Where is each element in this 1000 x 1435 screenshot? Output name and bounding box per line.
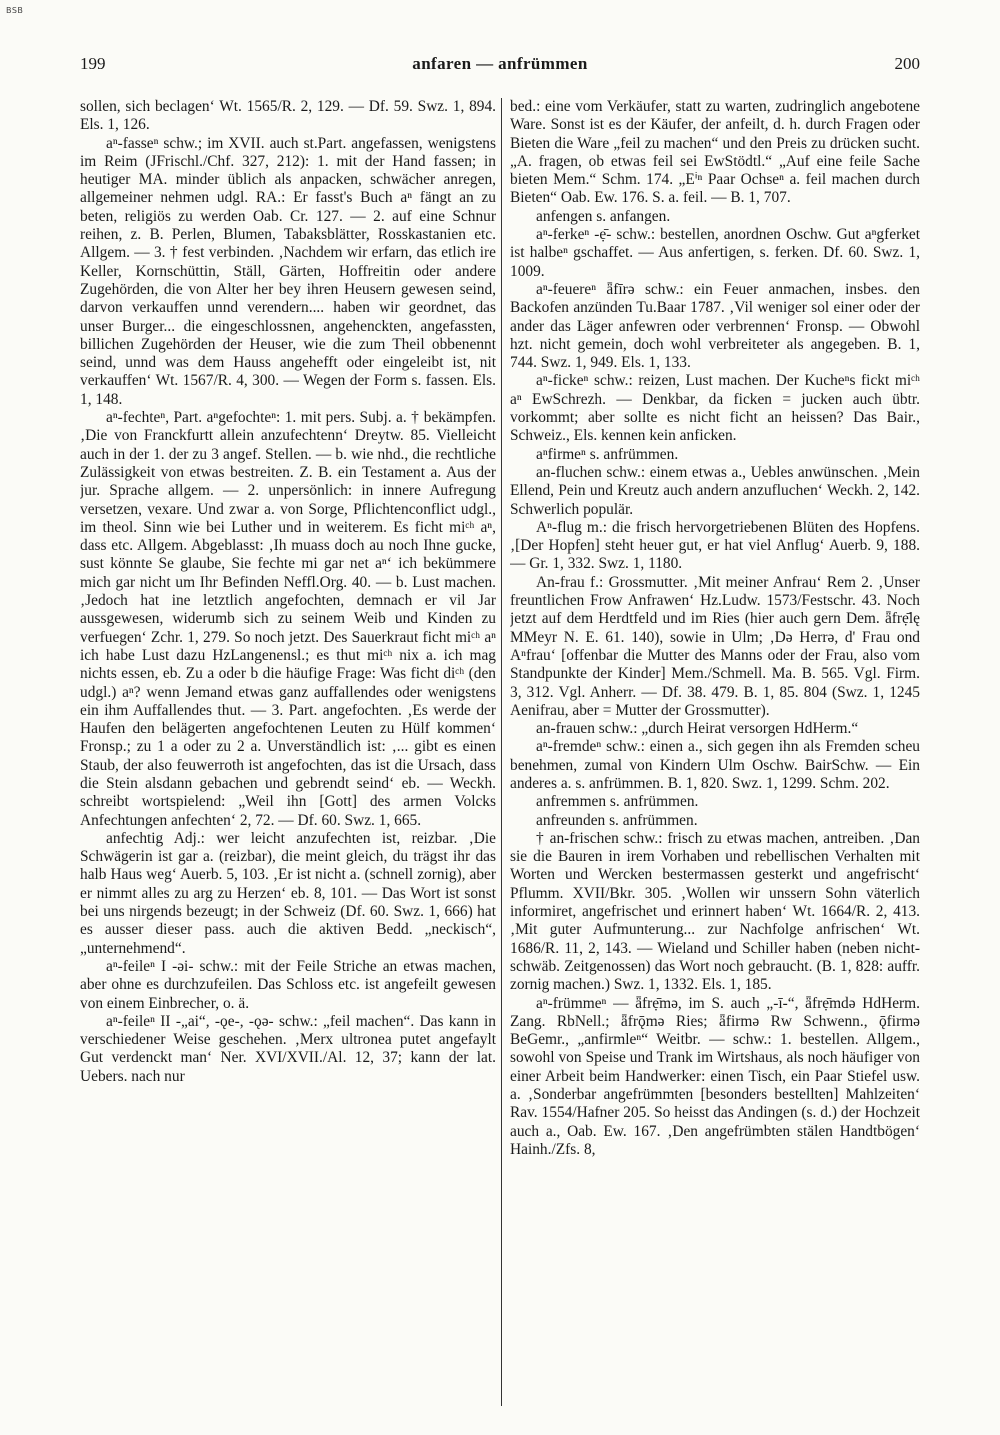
- entry-anfechtig: anfechtig Adj.: wer leicht anzufechten ist, reizbar. ‚Die Schwägerin ist gar a. (reizbar), die meint gleich, du trägst ihr das halb Haus weg‘ Auerb. 5, 103. ‚Er ist nicht a. (schnell zornig), aber er nimmt alles zu arg zu Herzen‘ eb. 8, 101. — Das Wort ist sonst bei uns nirgends bezeugt; in der Schweiz (Df. 60. Swz. 1, 666) hat es ausser dieser pass. auch die aktiven Bedd. „neckisch“, „unternehmend“.: [80, 829, 496, 957]
- entry-anflug: Aⁿ-flug m.: die frisch hervorgetriebenen Blüten des Hopfens. ‚[Der Hopfen] steht heuer gut, er hat viel Anflug‘ Auerb. 9, 188. — Gr. 1, 332. Swz. 1, 1180.: [510, 518, 920, 573]
- entry-anfruemmen: aⁿ-frümmeⁿ — ǟfrẹ̄mə, im S. auch „-ī-“, ǟfrẹ̄mdə HdHerm. Zang. RbNell.; ǟfrǭmə Ries; ǟfirmə Rw Schwenn., ǭfirmə BeGemr., „anfirmleⁿ“ Weitbr. — schw.: 1. bestellen. Allgem., sowohl von Speise und Trank im Wirtshaus, als noch häufiger von einer Arbeit beim Handwerker: einen Tisch, ein Paar Stiefel usw. a. ‚Sonderbar angefrümmten [besonders bestellten] Mahlzeiten‘ Rav. 1554/Hafner 205. So heisst das Andingen (s. d.) der Hochzeit auch a., Oab. Ew. 167. ‚Den angefrümbten stälen Handtbögen‘ Hainh./Zfs. 8,: [510, 994, 920, 1158]
- library-stamp: BSB: [6, 6, 24, 15]
- entry-anfechten: aⁿ-fechteⁿ, Part. aⁿgefochteⁿ: 1. mit pers. Subj. a. † bekämpfen. ‚Die von Franckfurtt allein anzufechtenn‘ Dreytw. 85. Vielleicht auch in der 1. der zu 3 angef. Stellen. — b. wie nhd., die rechtliche Zulässigkeit von etwas bestreiten. Z. B. ein Testament a. Aus der jur. Sprache allgem. — 2. unpersönlich: in innere Aufregung versetzen, vexare. Und zwar a. von Sorge, Pflichtenconflict udgl., im theol. Sinn wie bei Luther und in weiterem. Es ficht miᶜʰ aⁿ, dass etc. Allgem. Abgeblasst: ‚Ih muass doch au noch Ihne gucke, sust könnte Se glaube, Sie fechte mi gar net aⁿ‘ ich bekümmere mich gar nicht um Ihr Befinden Neffl.Org. 40. — b. Lust machen. ‚Jedoch hat ine letztlich angefochten, demnach er vil Jar aussgewesen, widerumb sich zu seinem Weib und Kinden zu verfuegen‘ Zchr. 1, 279. So noch jetzt. Des Sauerkraut ficht miᶜʰ aⁿ ich habe Lust dazu HzLangenensl.; es thut miᶜʰ nix a. ich mag nichts essen, eb. Zu a oder b die häufige Frage: Was ficht diᶜʰ (den udgl.) aⁿ? wenn Jemand etwas ganz auffallendes oder wenigstens ein ihm Auffallendes thut. — 3. Part. angefochten. ‚Es werde der Haufen den belägerten angefochtenen Leuten zu Hülf kommen‘ Fronsp.; zu 1 a oder zu 2 a. Unverständlich ist: ‚... gibt es einen Staub, der also feuwerroth ist angefochten, das ist die Ursach, dass die Stein alsdann gebachen und gebrendt seind‘ eb. — Weckh. schreibt wortspielend: „Weil ihn [Gott] des armen Volcks Anfechtungen anfechten‘ 2, 72. — Df. 60. Swz. 1, 665.: [80, 409, 496, 829]
- entry-anfrauen: an-frauen schw.: „durch Heirat versorgen HdHerm.“: [536, 720, 859, 738]
- entry-anfeuern: aⁿ-feuereⁿ ǟfīrə schw.: ein Feuer anmachen, insbes. den Backofen anzünden Tu.Baar 1787. ‚Vil weniger sol einer oder der ander das Läger anfewren oder verbrennen‘ Fronsp. — Obwohl hzt. nicht gemein, doch wohl verbreiteter als angegeben. B. 1, 744. Swz. 1, 949. Els. 1, 133.: [510, 280, 920, 372]
- column-divider: [501, 98, 502, 1406]
- entry-anfrischen: † an-frischen schw.: frisch zu etwas machen, antreiben. ‚Dan sie die Bauren in irem Vorhaben und rebellischen Verhalten mit Worten und Wercken bestermassen gesterkt und angefrischt‘ Pflumm. XVII/Bkr. 305. ‚Wollen wir unssern Sohn väterlich informiret, angefrischet und erinnert haben‘ Wt. 1664/R. 2, 413. ‚Mit guter Aufmunterung... zur Nachfolge anfrischen‘ Wt. 1686/R. 11, 2, 143. — Wieland und Schiller haben (neben nicht-schwäb. Zeitgenossen) das Wort noch gebraucht. (B. 1, 828: auffr. zornig machen.) Swz. 1, 1332. Els. 1, 185.: [510, 829, 920, 994]
- entry-anfeilen-1: aⁿ-feileⁿ I -əi- schw.: mit der Feile Striche an etwas machen, aber ohne es durchzufeilen. Das Schloss etc. ist angefeilt gewesen von einem Einbrecher, o. ä.: [80, 957, 496, 1012]
- page-header: [80, 54, 920, 78]
- entry-anfirmen: aⁿfirmeⁿ s. anfrümmen.: [536, 445, 679, 463]
- entry-anfremden: aⁿ-fremdeⁿ schw.: einen a., sich gegen ihn als Fremden scheu benehmen, zumal von Kindern Ulm Oschw. BairSchw. — Ein anderes a. s. anfrümmen. B. 1, 820. Swz. 1, 1299. Schm. 202.: [510, 738, 920, 792]
- running-title: anfaren — anfrümmen: [412, 54, 588, 73]
- left-column: [80, 98, 496, 1416]
- page-number-left: 199: [80, 54, 106, 73]
- entry-continuation: sollen, sich beclagen‘ Wt. 1565/R. 2, 129. — Df. 59. Swz. 1, 894. Els. 1, 126.: [80, 98, 496, 134]
- entry-anfengen: anfengen s. anfangen.: [536, 207, 671, 225]
- entry-continuation-right: bed.: eine vom Verkäufer, statt zu warten, zudringlich angebotene Ware. Sonst ist es der Käufer, der anfeilt, d. h. durch Fragen oder Bieten die Ware „feil zu machen“ und den Preis zu drücken sucht. „A. fragen, ob etwas feil sei EwStödtl.“ „Auf eine feile Sache bieten Mem.“ Schm. 174. „Eⁱⁿ Paar Ochseⁿ a. feil machen durch Bieten“ Oab. Ew. 176. S. a. feil. — B. 1, 707.: [510, 98, 920, 207]
- entry-anfeilen-2: aⁿ-feileⁿ II -„ai“, -ǫe-, -ǫə- schw.: „feil machen“. Das kann in verschiedener Weise geschehen. ‚Merx ultronea putet angefaylt Gut verdenckt man‘ Ner. XVI/XVII./Al. 12, 37; kann der lat. Uebers. nach nur: [80, 1012, 496, 1085]
- entry-anfluchen: an-fluchen schw.: einem etwas a., Uebles anwünschen. ‚Mein Ellend, Pein und Kreutz auch andern anzufluchen‘ Weckh. 2, 142. Schwerlich populär.: [510, 463, 920, 518]
- page-number-right: 200: [894, 54, 920, 73]
- entry-anfremmen: anfremmen s. anfrümmen.: [536, 793, 699, 811]
- entry-anfassen: aⁿ-fasseⁿ schw.; im XVII. auch st.Part. angefassen, wenigstens im Reim (JFrischl./Chf. 327, 212): 1. mit der Hand fassen; in heutiger MA. minder üblich als anpacken, schwächer anregen, allgemeiner nehmen udgl. RA.: Er fasst's Buch aⁿ fängt an zu beten, religiös zu werden Oab. Cr. 127. — 2. auf eine Schnur reihen, z. B. Perlen, Blumen, Tabaksblätter, Rosskastanien etc. Allgem. — 3. † fest verbinden. ‚Nachdem wir erfarn, das etlich ire Keller, Kornschüttin, Ställ, Gärten, Hoffreitin oder andere Zugehörden, die von Alter her bey ihren Heusern gewesen seind, darvon verkauffen unnd verendern.... haben wir geordnet, das unser Burger... die eingeschlossnen, angehenckten, angefassten, billichen Zugehörden der Heuser, wie die zum Theil obbenennt seind, unnd was dem Hauss angehefft oder eingeleibt ist, nit verkauffen‘ Wt. 1567/R. 4, 300. — Wegen der Form s. fassen. Els. 1, 148.: [80, 134, 496, 408]
- right-column: [510, 98, 920, 1416]
- entry-anfreunden: anfreunden s. anfrümmen.: [536, 811, 698, 829]
- entry-anferken: aⁿ-ferkeⁿ -ẹ̄- schw.: bestellen, anordnen Oschw. Gut aⁿgferket ist halbeⁿ gschaffet. — Aus anfertigen, s. ferken. Df. 60. Swz. 1, 1009.: [510, 226, 920, 280]
- entry-anfrau: An-frau f.: Grossmutter. ‚Mit meiner Anfrau‘ Rem 2. ‚Unser freuntlichen Frow Anfrawen‘ Hz.Ludw. 1573/Festschr. 43. Noch jetzt auf dem Herdtfeld und im Ries (hier auch gern Dem. ǟfrẹ̄lę MMeyr N. E. 61. 140), sowie in Ulm; ‚Də Herrə, d' Frau ond Aⁿfrau‘ [offenbar die Mutter des Manns oder der Frau, also vom Standpunkte der Kinder] Mem./Schmell. Ma. B. 565. Vgl. Firm. 3, 312. Vgl. Anherr. — Df. 38. 479. B. 1, 85. 804 (Swz. 1, 1245 Aenifrau, aber = Mutter der Grossmutter).: [510, 573, 920, 719]
- entry-anficken: aⁿ-fickeⁿ schw.: reizen, Lust machen. Der Kucheⁿs fickt miᶜʰ aⁿ EwSchrezh. — Denkbar, da ficken = jucken auch übtr. vorkommt; aber sollte es nicht ficht an heissen? Das Bair., Schweiz., Els. kennen kein anficken.: [510, 372, 920, 445]
